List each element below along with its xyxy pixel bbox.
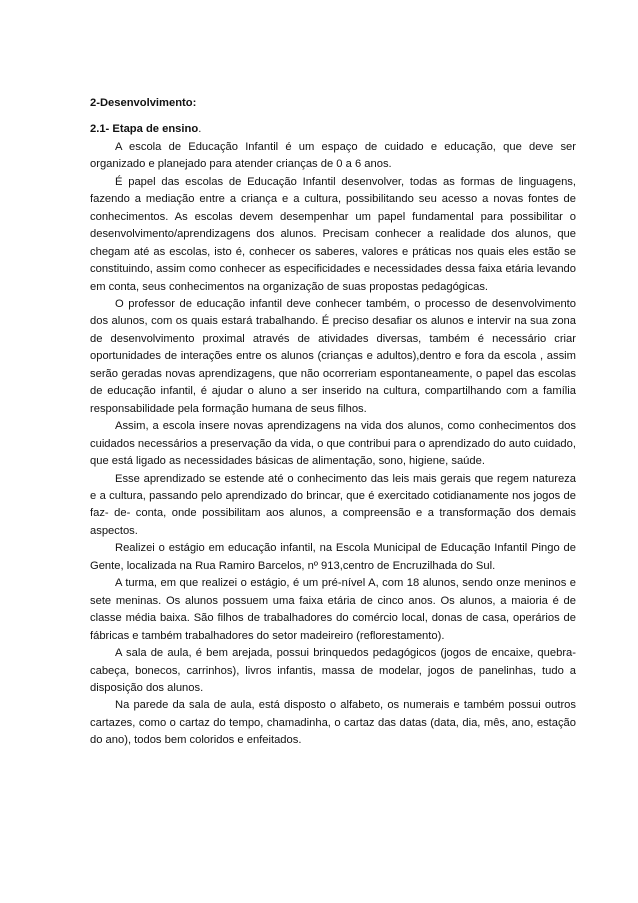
paragraph-3: O professor de educação infantil deve conhecer também, o processo de desenvolvimento dos alunos, com os quais estará trabalhando. É preciso desafiar os alunos e intervir na sua zona de desenvolvimento proximal através de atividades diversas, também é necessário criar oportunidades de interações entre os alunos (crianças e adultos),dentro e fora da escola , assim serão geradas novas aprendizagens, que não ocorreriam espontaneamente, o papel das escolas de educação infantil, é ajudar o aluno a ser inserido na cultura, compartilhando com a família responsabilidade pela formação humana de seus filhos. <box>90 297 576 415</box>
paragraph-4: Assim, a escola insere novas aprendizagens na vida dos alunos, como conhecimentos dos cuidados necessários a preservação da vida, o que contribui para o aprendizado do auto cuidado, que está ligado as necessidades básicas de alimentação, sono, higiene, saúde. <box>90 420 576 468</box>
subsection-heading-text: 2.1- Etapa de ensino <box>90 123 199 136</box>
paragraph-7: A turma, em que realizei o estágio, é um pré-nível A, com 18 alunos, sendo onze meninos e sete meninas. Os alunos possuem uma faixa etária de cinco anos. Os alunos, a maioria é de classe média baixa. São filhos de trabalhadores do comércio local, donas de casa, operários de fábricas e também trabalhadores do setor madeireiro (reflorestamento). <box>90 577 576 642</box>
paragraph-8: A sala de aula, é bem arejada, possui brinquedos pedagógicos (jogos de encaixe, quebra-cabeça, bonecos, carrinhos), livros infantis, massa de modelar, jogos de panelinhas, tudo a disposição dos alunos. <box>90 647 576 694</box>
document-page <box>90 95 576 750</box>
paragraph-9: Na parede da sala de aula, está disposto o alfabeto, os numerais e também possui outros cartazes, como o cartaz do tempo, chamadinha, o cartaz das datas (data, dia, mês, ano, estação do ano), todos bem coloridos e enfeitados. <box>90 699 576 747</box>
paragraph-6: Realizei o estágio em educação infantil, na Escola Municipal de Educação Infantil Pingo de Gente, localizada na Rua Ramiro Barcelos, nº 913,centro de Encruzilhada do Sul. <box>90 542 576 572</box>
paragraph-2: É papel das escolas de Educação Infantil desenvolver, todas as formas de linguagens, fazendo a mediação entre a criança e a cultura, possibilitando seu acesso a novas fontes de conhecimentos. As escolas devem desempenhar um papel fundamental para possibilitar o desenvolvimento/aprendizagens dos alunos. Precisam conhecer a realidade dos alunos, que chegam até as escolas, isto é, conhecer os saberes, valores e práticas nos quais eles estão se constituindo, assim como conhecer as especificidades e necessidades dessa faixa etária levando em conta, seus conhecimentos na organização de suas propostas pedagógicas. <box>90 175 576 293</box>
paragraph-5: Esse aprendizado se estende até o conhecimento das leis mais gerais que regem natureza e a cultura, passando pelo aprendizado do brincar, que é exercitado cotidianamente nos jogos de faz- de- conta, onde possibilitam aos alunos, a compreensão e a transformação dos demais aspectos. <box>90 472 576 537</box>
section-heading: 2-Desenvolvimento: <box>90 97 197 109</box>
subsection-heading-suffix: . <box>198 123 202 136</box>
paragraph-1: A escola de Educação Infantil é um espaço de cuidado e educação, que deve ser organizado e planejado para atender crianças de 0 a 6 anos. <box>90 140 576 171</box>
subsection-heading <box>90 121 576 138</box>
